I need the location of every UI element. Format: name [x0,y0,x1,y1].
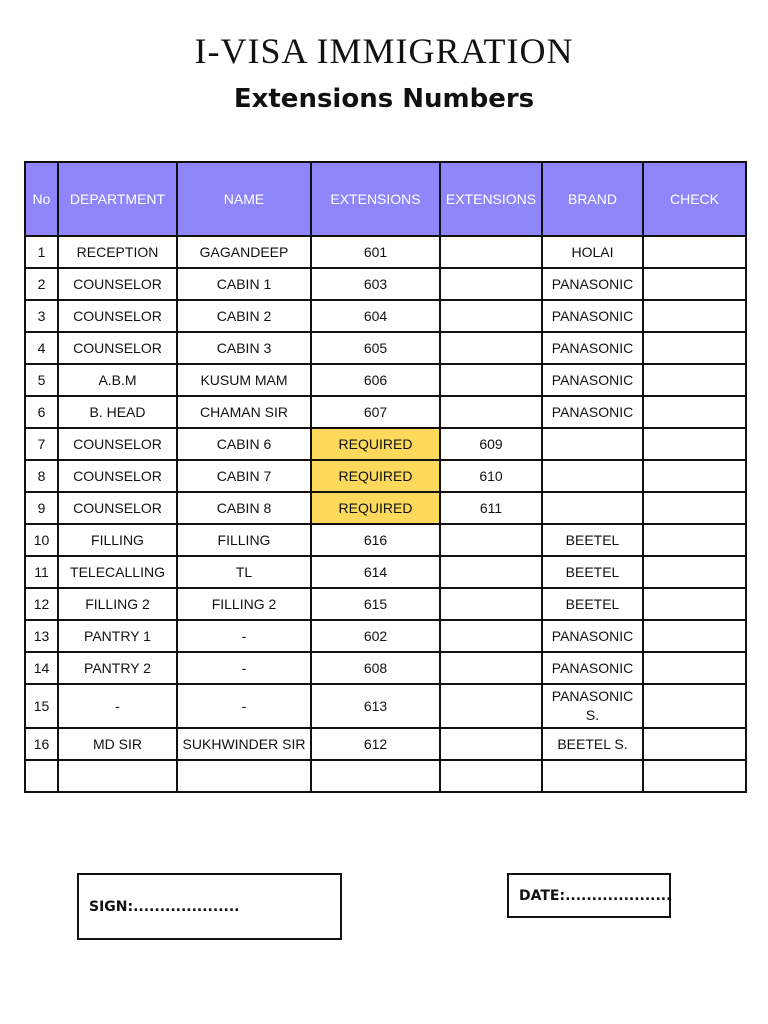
cell-extension: 602 [311,620,440,652]
cell-brand: PANASONIC S. [542,684,643,728]
cell-extension: 605 [311,332,440,364]
cell-department: COUNSELOR [58,300,177,332]
cell-name: - [177,620,311,652]
cell-check [643,492,746,524]
cell-brand [542,460,643,492]
cell-extension: 607 [311,396,440,428]
cell-extension: 606 [311,364,440,396]
cell-extension-2: 610 [440,460,542,492]
cell-department: COUNSELOR [58,332,177,364]
cell-check [643,236,746,268]
document-title: I-VISA IMMIGRATION [194,31,574,71]
cell-department: COUNSELOR [58,268,177,300]
cell-brand: PANASONIC [542,268,643,300]
cell-name: SUKHWINDER SIR [177,728,311,760]
cell-extension-2 [440,760,542,792]
cell-name: CABIN 8 [177,492,311,524]
date-label: DATE:.................... [519,887,672,904]
cell-check [643,268,746,300]
cell-department: PANTRY 1 [58,620,177,652]
cell-brand: PANASONIC [542,620,643,652]
date-box [507,873,671,918]
cell-check [643,588,746,620]
cell-check [643,332,746,364]
cell-brand: BEETEL [542,556,643,588]
cell-extension-required: REQUIRED [311,460,440,492]
header-department: DEPARTMENT [58,162,177,236]
cell-name: CABIN 3 [177,332,311,364]
cell-extension: 608 [311,652,440,684]
cell-extension: 612 [311,728,440,760]
cell-check [643,684,746,728]
cell-department: B. HEAD [58,396,177,428]
cell-check [643,300,746,332]
table-row [25,588,746,620]
table-row [25,460,746,492]
cell-extension-2: 609 [440,428,542,460]
cell-no: 12 [25,588,58,620]
cell-check [643,728,746,760]
cell-brand: BEETEL [542,524,643,556]
table-row [25,428,746,460]
cell-department: - [58,684,177,728]
cell-department: COUNSELOR [58,492,177,524]
cell-name: CABIN 6 [177,428,311,460]
cell-department: FILLING 2 [58,588,177,620]
cell-department [58,760,177,792]
cell-department: MD SIR [58,728,177,760]
cell-no: 6 [25,396,58,428]
table-row [25,684,746,728]
cell-name [177,760,311,792]
cell-brand: BEETEL S. [542,728,643,760]
table-row [25,364,746,396]
cell-check [643,620,746,652]
cell-extension-2 [440,588,542,620]
cell-brand [542,760,643,792]
table-row [25,492,746,524]
header-name: NAME [177,162,311,236]
cell-brand [542,492,643,524]
cell-brand: HOLAI [542,236,643,268]
cell-name: - [177,652,311,684]
cell-department: A.B.M [58,364,177,396]
cell-name: FILLING [177,524,311,556]
cell-name: CABIN 7 [177,460,311,492]
table-row [25,300,746,332]
cell-extension: 603 [311,268,440,300]
cell-extension-2 [440,556,542,588]
cell-extension-2 [440,524,542,556]
cell-extension: 616 [311,524,440,556]
cell-extension-2 [440,396,542,428]
cell-extension: 615 [311,588,440,620]
cell-extension-2: 611 [440,492,542,524]
cell-check [643,524,746,556]
cell-department: COUNSELOR [58,460,177,492]
cell-extension-2 [440,620,542,652]
cell-name: FILLING 2 [177,588,311,620]
header-no: No [25,162,58,236]
cell-no: 2 [25,268,58,300]
cell-extension-2 [440,300,542,332]
cell-check [643,364,746,396]
table-row [25,236,746,268]
header-extensions: EXTENSIONS [311,162,440,236]
cell-no [25,760,58,792]
cell-department: TELECALLING [58,556,177,588]
cell-extension-required: REQUIRED [311,492,440,524]
cell-no: 10 [25,524,58,556]
cell-extension-2 [440,364,542,396]
cell-no: 13 [25,620,58,652]
cell-check [643,460,746,492]
table-row [25,556,746,588]
header-brand: BRAND [542,162,643,236]
cell-name: CHAMAN SIR [177,396,311,428]
cell-brand: BEETEL [542,588,643,620]
cell-name: KUSUM MAM [177,364,311,396]
cell-no: 8 [25,460,58,492]
cell-no: 9 [25,492,58,524]
sign-box [77,873,342,940]
cell-extension: 613 [311,684,440,728]
cell-brand: PANASONIC [542,396,643,428]
table-row [25,728,746,760]
cell-check [643,556,746,588]
cell-no: 11 [25,556,58,588]
cell-department: PANTRY 2 [58,652,177,684]
table-row [25,652,746,684]
cell-extension [311,760,440,792]
table-row [25,524,746,556]
table-row-empty [25,760,746,792]
cell-department: RECEPTION [58,236,177,268]
table-header-row [25,162,746,236]
cell-extension-2 [440,332,542,364]
cell-name: - [177,684,311,728]
table-row [25,268,746,300]
cell-extension-required: REQUIRED [311,428,440,460]
header-extensions-2: EXTENSIONS [440,162,542,236]
cell-department: FILLING [58,524,177,556]
sign-label: SIGN:.................... [89,898,240,915]
cell-name: GAGANDEEP [177,236,311,268]
cell-extension-2 [440,652,542,684]
cell-name: TL [177,556,311,588]
cell-brand: PANASONIC [542,300,643,332]
cell-no: 14 [25,652,58,684]
table-row [25,620,746,652]
cell-extension-2 [440,268,542,300]
cell-no: 3 [25,300,58,332]
cell-extension: 601 [311,236,440,268]
cell-department: COUNSELOR [58,428,177,460]
cell-check [643,760,746,792]
document-subtitle: Extensions Numbers [233,84,535,114]
table-row [25,396,746,428]
cell-check [643,396,746,428]
extensions-table [24,161,747,793]
header-check: CHECK [643,162,746,236]
cell-no: 5 [25,364,58,396]
cell-extension-2 [440,684,542,728]
table-row [25,332,746,364]
cell-extension: 604 [311,300,440,332]
cell-no: 1 [25,236,58,268]
cell-name: CABIN 1 [177,268,311,300]
cell-extension-2 [440,236,542,268]
cell-no: 15 [25,684,58,728]
cell-extension-2 [440,728,542,760]
cell-brand: PANASONIC [542,364,643,396]
cell-no: 16 [25,728,58,760]
cell-brand: PANASONIC [542,652,643,684]
cell-check [643,652,746,684]
cell-brand [542,428,643,460]
cell-no: 4 [25,332,58,364]
cell-extension: 614 [311,556,440,588]
cell-check [643,428,746,460]
cell-name: CABIN 2 [177,300,311,332]
cell-brand: PANASONIC [542,332,643,364]
cell-no: 7 [25,428,58,460]
